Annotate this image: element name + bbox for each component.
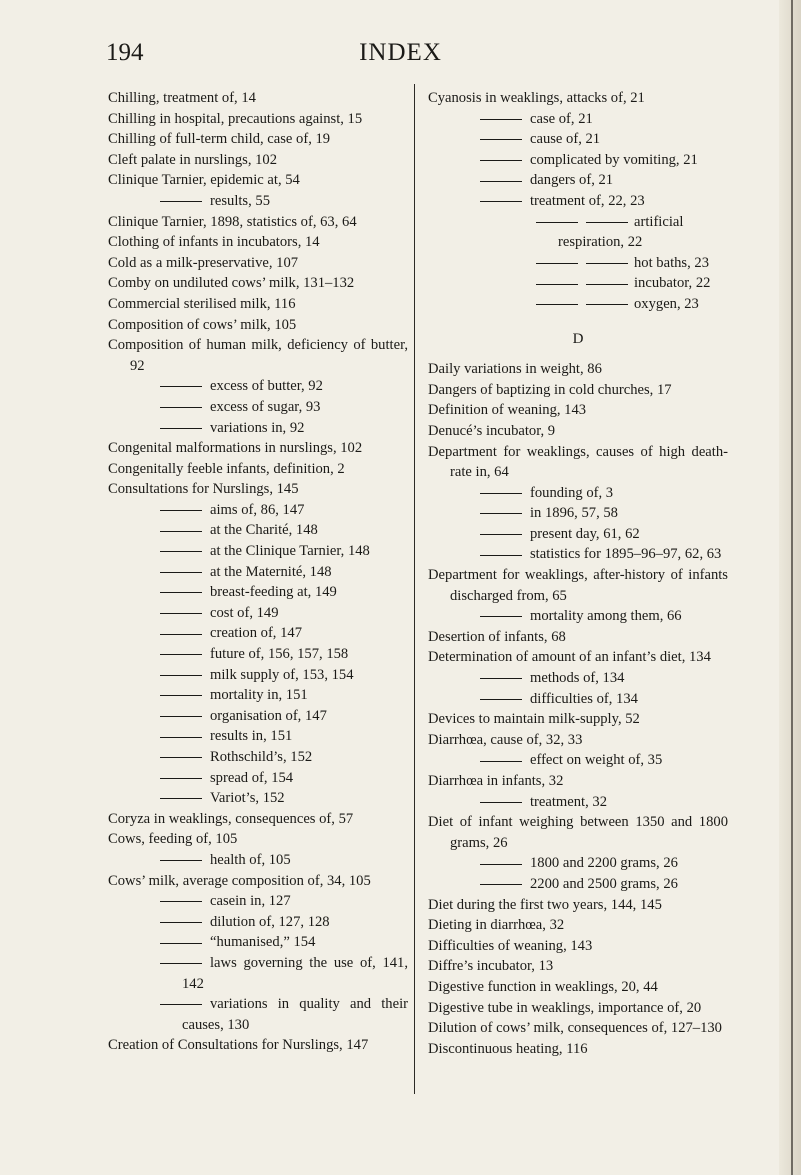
index-entry-text: Dieting in diarrhœa, 32 <box>428 917 565 934</box>
index-subentry <box>108 788 408 809</box>
ditto-dash <box>160 675 202 676</box>
index-entry-text: Denucé’s incubator, 9 <box>428 422 556 439</box>
index-entry <box>108 212 408 233</box>
index-entry-text: dilution of, 127, 128 <box>210 913 330 930</box>
index-entry-text: excess of butter, 92 <box>210 378 323 395</box>
index-entry-text: Department for weaklings, after-history of infants discharged from, 65 <box>428 567 728 604</box>
index-entry <box>428 647 728 668</box>
index-entry-text: cost of, 149 <box>210 604 279 621</box>
index-subentry <box>428 170 728 191</box>
ditto-dash <box>536 304 578 305</box>
ditto-dash <box>586 222 628 223</box>
ditto-dash <box>160 695 202 696</box>
index-entry <box>428 400 728 421</box>
ditto-dash <box>160 531 202 532</box>
index-entry-text: creation of, 147 <box>210 625 302 642</box>
index-entry <box>108 809 408 830</box>
index-subentry <box>108 191 408 212</box>
index-entry-text: Chilling in hospital, precautions against, 15 <box>108 110 363 127</box>
ditto-dash <box>480 181 522 182</box>
index-subentry <box>108 706 408 727</box>
index-entry <box>428 421 728 442</box>
index-entry-text: Difficulties of weaning, 143 <box>428 937 593 954</box>
index-entry-text: aims of, 86, 147 <box>210 501 305 518</box>
index-subentry <box>428 109 728 130</box>
index-entry-text: 2200 and 2500 grams, 26 <box>530 875 678 892</box>
index-subentry <box>108 685 408 706</box>
index-entry <box>428 1039 728 1060</box>
index-entry-text: dangers of, 21 <box>530 172 614 189</box>
index-entry-text: Coryza in weaklings, consequences of, 57 <box>108 810 354 827</box>
ditto-dash <box>160 572 202 573</box>
index-subentry <box>108 912 408 933</box>
index-entry <box>428 709 728 730</box>
ditto-dash <box>160 428 202 429</box>
index-entry-text: Composition of cows’ milk, 105 <box>108 316 297 333</box>
index-entry-text: at the Charité, 148 <box>210 522 318 539</box>
index-entry-text: excess of sugar, 93 <box>210 398 321 415</box>
ditto-dash <box>480 616 522 617</box>
index-entry-text: Chilling of full-term child, case of, 19 <box>108 131 331 148</box>
index-entry-text: methods of, 134 <box>530 670 625 687</box>
index-entry-text: laws governing the use of, 141, 142 <box>182 954 408 992</box>
index-subentry <box>108 418 408 439</box>
index-subentry <box>108 850 408 871</box>
index-subentry <box>108 397 408 418</box>
index-subentry <box>108 953 408 994</box>
index-subentry <box>108 726 408 747</box>
ditto-dash <box>480 761 522 762</box>
index-entry-text: Digestive tube in weaklings, importance of, 20 <box>428 999 702 1016</box>
index-entry <box>428 380 728 401</box>
index-entry <box>428 359 728 380</box>
index-subentry <box>428 689 728 710</box>
index-subentry <box>428 853 728 874</box>
ditto-dash <box>480 160 522 161</box>
index-subentry <box>108 562 408 583</box>
ditto-dash <box>586 284 628 285</box>
index-entry <box>108 232 408 253</box>
index-entry-text: Comby on undiluted cows’ milk, 131–132 <box>108 275 355 292</box>
index-entry-text: Daily variations in weight, 86 <box>428 361 602 378</box>
index-entry-text: artificial respiration, 22 <box>558 213 684 251</box>
index-subentry <box>108 520 408 541</box>
index-entry-text: Cleft palate in nurslings, 102 <box>108 151 278 168</box>
ditto-dash <box>160 201 202 202</box>
index-entry-text: Cows, feeding of, 105 <box>108 831 238 848</box>
index-entry-text: treatment, 32 <box>530 793 607 810</box>
index-entry <box>108 88 408 109</box>
index-entry-text: casein in, 127 <box>210 893 291 910</box>
ditto-dash <box>536 284 578 285</box>
ditto-dash <box>160 737 202 738</box>
index-subentry <box>428 129 728 150</box>
index-entry <box>108 253 408 274</box>
index-entry <box>428 627 728 648</box>
index-entry <box>108 294 408 315</box>
page-header <box>0 38 801 70</box>
page-edge <box>779 0 801 1175</box>
index-subentry <box>428 544 728 565</box>
index-subentry <box>428 191 728 212</box>
index-entry-text: 1800 and 2200 grams, 26 <box>530 855 678 872</box>
index-entry-text: Commercial sterilised milk, 116 <box>108 295 296 312</box>
index-entry <box>428 936 728 957</box>
index-subentry <box>108 582 408 603</box>
index-entry-text: Creation of Consultations for Nurslings, 147 <box>108 1037 369 1054</box>
ditto-dash <box>160 963 202 964</box>
ditto-dash <box>160 654 202 655</box>
ditto-dash <box>160 386 202 387</box>
ditto-dash <box>480 119 522 120</box>
index-subentry <box>428 273 728 294</box>
ditto-dash <box>480 678 522 679</box>
index-entry-text: Rothschild’s, 152 <box>210 749 313 765</box>
index-entry <box>108 438 408 459</box>
ditto-dash <box>160 613 202 614</box>
index-entry-text: statistics for 1895–96–97, 62, 63 <box>530 546 722 563</box>
index-entry-text: present day, 61, 62 <box>530 525 640 542</box>
ditto-dash <box>536 263 578 264</box>
index-entry-text: Clinique Tarnier, 1898, statistics of, 63, 64 <box>108 213 357 230</box>
page-number: 194 <box>106 39 144 66</box>
index-entry-text: difficulties of, 134 <box>530 690 638 707</box>
ditto-dash <box>480 493 522 494</box>
ditto-dash <box>586 263 628 264</box>
index-subentry <box>108 665 408 686</box>
ditto-dash <box>160 901 202 902</box>
page-edge-line <box>791 0 793 1175</box>
ditto-dash <box>480 555 522 556</box>
index-entry <box>108 109 408 130</box>
index-entry <box>428 915 728 936</box>
ditto-dash <box>586 304 628 305</box>
index-entry <box>428 998 728 1019</box>
index-entry-text: mortality in, 151 <box>210 687 308 704</box>
index-entry-text: breast-feeding at, 149 <box>210 584 337 601</box>
index-entry-text: Devices to maintain milk-supply, 52 <box>428 711 640 728</box>
index-entry-text: milk supply of, 153, 154 <box>210 666 354 683</box>
ditto-dash <box>160 407 202 408</box>
index-entry-text: Diffre’s incubator, 13 <box>428 958 554 975</box>
index-entry-text: Diarrhœa, cause of, 32, 33 <box>428 731 583 748</box>
index-entry <box>428 1018 728 1039</box>
index-entry-text: at the Maternité, 148 <box>210 563 332 580</box>
index-entry-text: oxygen, 23 <box>634 295 699 312</box>
index-subentry <box>428 483 728 504</box>
ditto-dash <box>160 634 202 635</box>
index-entry <box>428 977 728 998</box>
ditto-dash <box>480 884 522 885</box>
index-entry <box>428 442 728 483</box>
ditto-dash <box>160 510 202 511</box>
ditto-dash <box>480 201 522 202</box>
section-letter: D <box>572 330 584 347</box>
index-entry <box>108 129 408 150</box>
index-entry-text: spread of, 154 <box>210 769 294 786</box>
index-entry-text: Definition of weaning, 143 <box>428 402 587 419</box>
ditto-dash <box>480 864 522 865</box>
index-column-right <box>428 88 728 1059</box>
index-entry <box>108 459 408 480</box>
index-entry-text: Cyanosis in weaklings, attacks of, 21 <box>428 90 645 106</box>
index-entry-text: health of, 105 <box>210 851 291 868</box>
index-entry <box>428 812 728 853</box>
ditto-dash <box>160 943 202 944</box>
index-entry <box>108 871 408 892</box>
index-subentry <box>428 150 728 171</box>
ditto-dash <box>160 922 202 923</box>
index-entry-text: hot baths, 23 <box>634 254 709 271</box>
ditto-dash <box>480 802 522 803</box>
index-entry <box>108 150 408 171</box>
index-entry <box>428 895 728 916</box>
index-entry <box>108 829 408 850</box>
ditto-dash <box>480 513 522 514</box>
index-entry-text: Cows’ milk, average composition of, 34, 105 <box>108 872 371 889</box>
index-entry-text: incubator, 22 <box>634 275 711 292</box>
index-column-left <box>108 88 408 1056</box>
ditto-dash <box>160 551 202 552</box>
index-entry-text: mortality among them, 66 <box>530 608 682 625</box>
index-entry <box>108 479 408 500</box>
ditto-dash <box>480 534 522 535</box>
index-subentry <box>428 294 728 315</box>
index-entry-text: in 1896, 57, 58 <box>530 505 618 522</box>
index-subentry <box>108 768 408 789</box>
ditto-dash <box>160 798 202 799</box>
index-subentry <box>108 623 408 644</box>
index-entry-text: Digestive function in weaklings, 20, 44 <box>428 978 658 995</box>
index-entry-text: Congenital malformations in nurslings, 102 <box>108 440 363 457</box>
index-entry-text: effect on weight of, 35 <box>530 752 663 769</box>
index-entry-text: Dilution of cows’ milk, consequences of, 127–130 <box>428 1020 722 1037</box>
index-subentry <box>428 503 728 524</box>
index-entry-text: results, 55 <box>210 192 270 209</box>
ditto-dash <box>160 1004 202 1005</box>
index-entry-text: future of, 156, 157, 158 <box>210 646 349 663</box>
ditto-dash <box>160 778 202 779</box>
index-entry-text: Determination of amount of an infant’s diet, 134 <box>428 649 711 666</box>
column-divider <box>414 84 415 1094</box>
index-entry-text: treatment of, 22, 23 <box>530 192 645 209</box>
index-entry-text: Chilling, treatment of, 14 <box>108 90 256 106</box>
ditto-dash <box>160 716 202 717</box>
ditto-dash <box>536 222 578 223</box>
index-subentry <box>108 644 408 665</box>
index-entry <box>428 565 728 606</box>
index-entry-text: at the Clinique Tarnier, 148 <box>210 543 370 560</box>
index-entry-text: Diarrhœa in infants, 32 <box>428 773 564 789</box>
index-entry-text: Composition of human milk, deficiency of butter, 92 <box>108 337 408 374</box>
index-entry-text: Department for weaklings, causes of high death-rate in, 64 <box>428 443 728 481</box>
index-subentry <box>108 932 408 953</box>
index-entry <box>108 335 408 376</box>
ditto-dash <box>160 592 202 593</box>
index-entry <box>428 956 728 977</box>
index-entry-text: Diet during the first two years, 144, 145 <box>428 896 662 913</box>
index-subentry <box>428 212 728 253</box>
index-entry <box>108 1035 408 1056</box>
index-entry-text: case of, 21 <box>530 110 593 127</box>
index-subentry <box>108 891 408 912</box>
index-subentry <box>428 668 728 689</box>
index-entry <box>428 771 728 792</box>
index-subentry <box>108 603 408 624</box>
index-entry-text: organisation of, 147 <box>210 707 327 724</box>
index-entry <box>428 730 728 751</box>
index-subentry <box>428 874 728 895</box>
index-subentry <box>428 750 728 771</box>
running-title: INDEX <box>359 39 442 66</box>
index-entry-text: variations in, 92 <box>210 419 305 436</box>
index-subentry <box>108 994 408 1035</box>
index-subentry <box>428 524 728 545</box>
index-entry-text: Desertion of infants, 68 <box>428 628 566 645</box>
index-entry-text: Dangers of baptizing in cold churches, 17 <box>428 381 672 398</box>
index-entry-text: Clothing of infants in incubators, 14 <box>108 234 320 251</box>
index-entry <box>108 170 408 191</box>
index-entry-text: complicated by vomiting, 21 <box>530 151 698 168</box>
index-subentry <box>108 541 408 562</box>
ditto-dash <box>160 860 202 861</box>
index-subentry <box>428 792 728 813</box>
index-entry-text: “humanised,” 154 <box>210 934 316 951</box>
index-entry <box>108 273 408 294</box>
index-entry <box>108 315 408 336</box>
index-entry-text: variations in quality and their causes, 130 <box>182 996 408 1033</box>
index-entry-text: founding of, 3 <box>530 484 614 501</box>
index-entry-text: cause of, 21 <box>530 131 601 148</box>
index-group-c-continued <box>428 88 728 315</box>
ditto-dash <box>160 757 202 758</box>
index-entry-text: Consultations for Nurslings, 145 <box>108 481 299 498</box>
index-subentry <box>108 500 408 521</box>
index-group-d <box>428 359 728 1059</box>
ditto-dash <box>480 139 522 140</box>
index-entry-text: Clinique Tarnier, epidemic at, 54 <box>108 172 300 189</box>
index-entry-text: Cold as a milk-preservative, 107 <box>108 254 299 271</box>
index-subentry <box>428 253 728 274</box>
index-entry-text: Diet of infant weighing between 1350 and 1800 grams, 26 <box>428 814 728 851</box>
index-entry <box>428 88 728 109</box>
ditto-dash <box>480 699 522 700</box>
index-entry-text: Congenitally feeble infants, definition, 2 <box>108 460 345 477</box>
index-entry-text: Variot’s, 152 <box>210 790 285 807</box>
index-subentry <box>108 747 408 768</box>
index-subentry <box>428 606 728 627</box>
index-entry-text: results in, 151 <box>210 728 293 745</box>
index-entry-text: Discontinuous heating, 116 <box>428 1040 588 1057</box>
index-subentry <box>108 376 408 397</box>
